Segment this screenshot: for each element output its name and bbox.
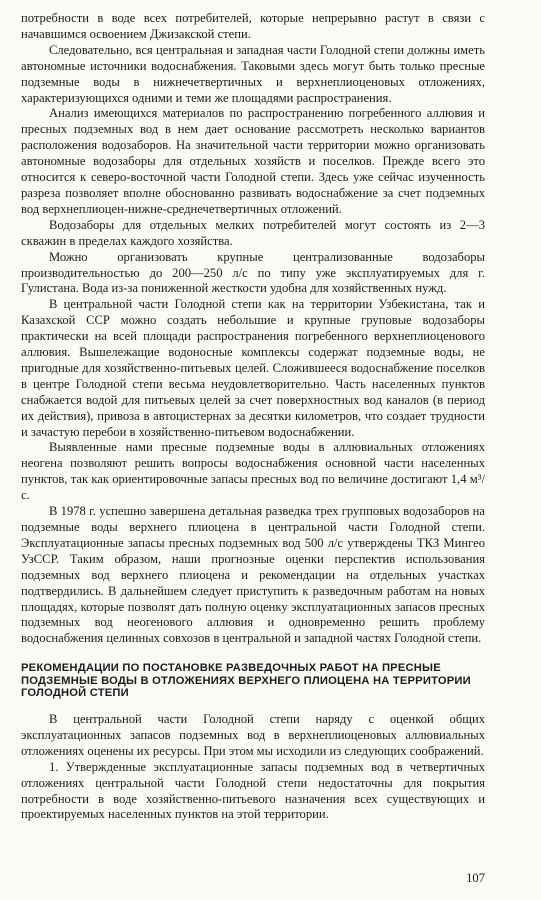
paragraph: В 1978 г. успешно завершена детальная разведка трех групповых водозаборов на подземные воды верхнего плиоцена в центральной части Голодной степи. Эксплуатационные запасы пресных подземных вод 500 л/с утверждены ТКЗ Мингео УзССР. Таким образом, наши прогнозные оценки перспектив использования подземных вод верхнего плиоцена и рекомендации на отдельных участках подтвердились. В дальнейшем следует приступить к разведочным работам на новых площадях, которые позволят дать полную оценку эксплуатационных запасов пресных подземных вод неогенового аллювия и одновременно решить проблему водоснабжения целинных совхозов в центральной и западной частях Голодной степи. <box>21 504 485 646</box>
text-column <box>21 11 485 823</box>
paragraph: Следовательно, вся центральная и западная части Голодной степи должны иметь автономные источники водоснабжения. Таковыми здесь могут быть только пресные подземные воды в нижнечетвертичных и верхнеплиоценовых отложениях, характеризующихся одними и теми же площадями распространения. <box>21 42 485 105</box>
paragraph: Можно организовать крупные централизованные водозаборы производительностью до 200—250 л/с по типу уже эксплуатируемых для г. Гулистана. Вода из-за пониженной жесткости удобна для хозяйственных нужд. <box>21 249 485 296</box>
page-number: 107 <box>466 871 485 885</box>
paragraph: В центральной части Голодной степи наряду с оценкой общих эксплуатационных запасов подземных вод в верхнеплиоценовых аллювиальных отложениях оценены их ресурсы. При этом мы исходили из следующих соображений. <box>21 712 485 758</box>
paragraph: Анализ имеющихся материалов по распространению погребенного аллювия и пресных подземных вод в нем дает основание рассмотреть несколько вариантов расположения водозаборов. На значительной части территории можно организовать автономные водозаборы для отдельных хозяйств и поселков. Прежде всего это относится к северо-восточной части Голодной степи. Здесь уже сейчас изученность разреза позволяет вполне обоснованно развивать водоснабжение за счет подземных вод верхнеплиоцен-нижне-среднечетвертичных отложений. <box>21 106 485 216</box>
paragraph: В центральной части Голодной степи как на территории Узбекистана, так и Казахской ССР можно создать небольшие и крупные груповые водозаборы практически на всей площади распространения погребенного верхнеплиоценового аллювия. Вышележащие водоносные комплексы содержат подземные воды, не пригодные для хозяйственно-питьевых целей. Сложившееся водоснабжение поселков в центре Голодной степи весьма неудовлетворительно. Часть населенных пунктов снабжается водой для питьевых целей за счет поверхностных вод каналов (в период их действия), привоза в автоцистернах за десятки километров, что создает трудности и зачастую перебои в хозяйственно-питьевом водоснабжении. <box>21 297 485 439</box>
paragraph: Выявленные нами пресные подземные воды в аллювиальных отложениях неогена позволяют решить вопросы водоснабжения основной части населенных пунктов, так как ориентировочные запасы пресных вод по величине достигают 1,4 м³/с. <box>21 440 485 503</box>
paragraph: 1. Утвержденные эксплуатационные запасы подземных вод в четвертичных отложениях центральной части Голодной степи недостаточны для покрытия потребности в воде хозяйственно-питьевого назначения всех существующих и проектируемых населенных пунктов на этой территории. <box>21 759 485 822</box>
section-heading: РЕКОМЕНДАЦИИ ПО ПОСТАНОВКЕ РАЗВЕДОЧНЫХ РАБОТ НА ПРЕСНЫЕ ПОДЗЕМНЫЕ ВОДЫ В ОТЛОЖЕНИЯХ ВЕРХНЕГО ПЛИОЦЕНА НА ТЕРРИТОРИИ ГОЛОДНОЙ СТЕПИ <box>21 662 471 700</box>
paragraph: потребности в воде всех потребителей, которые непрерывно растут в связи с начавшимся освоением Джизакской степи. <box>21 11 485 41</box>
paragraph: Водозаборы для отдельных мелких потребителей могут состоять из 2—3 скважин в пределах каждого хозяйства. <box>21 217 485 248</box>
